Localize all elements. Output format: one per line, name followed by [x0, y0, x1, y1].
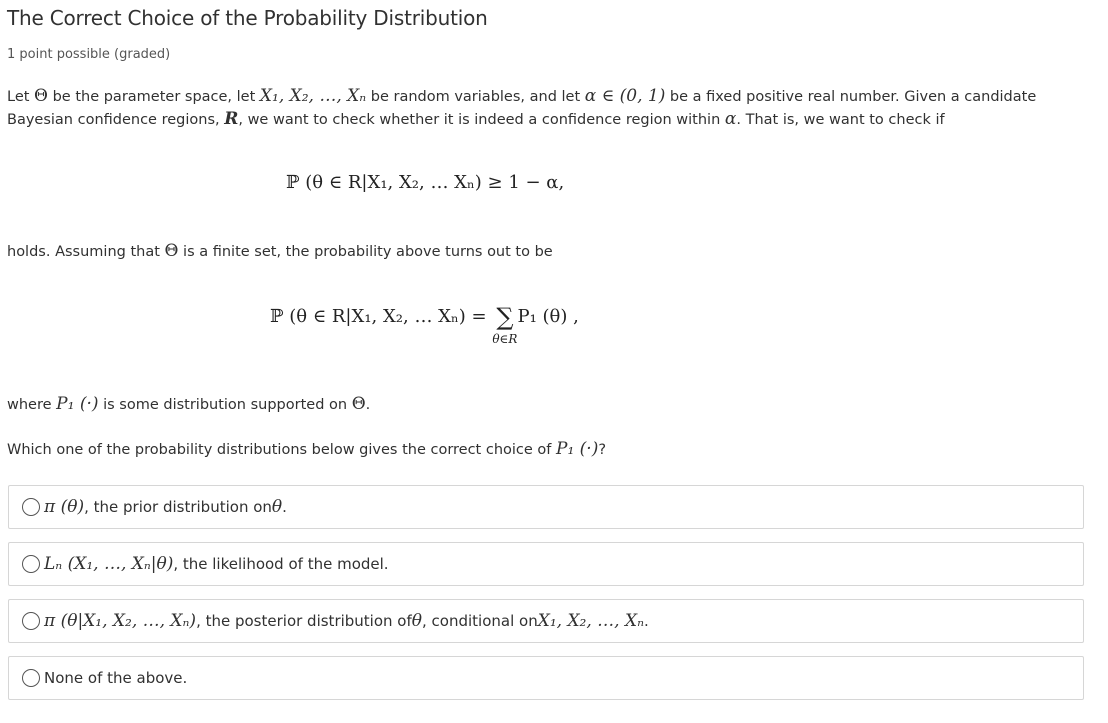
where-paragraph: where P₁ (·) is some distribution supported on Θ.	[7, 394, 371, 414]
option-posterior[interactable]: π (θ|X₁, X₂, …, Xₙ) , the posterior distribution of θ , conditional on X₁, X₂, …, Xₙ .	[8, 599, 1084, 643]
intro-paragraph: Let Θ be the parameter space, let X₁, X₂, …, Xₙ be random variables, and let α ∈ (0, 1) be a fixed positive real number. Given a candidate Bayesian confidence regions, R, we want to check whether it is indeed a confidence region within α. That is, we want to check if	[7, 86, 1037, 129]
question-paragraph: Which one of the probability distributions below gives the correct choice of P₁ (·)?	[7, 439, 607, 459]
points-label: 1 point possible (graded)	[7, 47, 171, 62]
radio-button[interactable]	[22, 669, 40, 687]
problem-title: The Correct Choice of the Probability Distribution	[7, 6, 488, 30]
holds-paragraph: holds. Assuming that Θ is a finite set, the probability above turns out to be	[7, 241, 553, 261]
radio-button[interactable]	[22, 612, 40, 630]
option-prior[interactable]: π (θ) , the prior distribution on θ .	[8, 485, 1084, 529]
option-likelihood[interactable]: Lₙ (X₁, …, Xₙ|θ) , the likelihood of the model.	[8, 542, 1084, 586]
option-none[interactable]: None of the above.	[8, 656, 1084, 700]
radio-button[interactable]	[22, 498, 40, 516]
sum-symbol: ∑ θ∈R	[492, 303, 518, 346]
radio-button[interactable]	[22, 555, 40, 573]
equation-confidence: ℙ (θ ∈ R|X₁, X₂, … Xₙ) ≥ 1 − α,	[286, 172, 565, 193]
equation-sum: ℙ (θ ∈ R|X₁, X₂, … Xₙ) = ∑ θ∈R P₁ (θ) ,	[270, 303, 579, 346]
